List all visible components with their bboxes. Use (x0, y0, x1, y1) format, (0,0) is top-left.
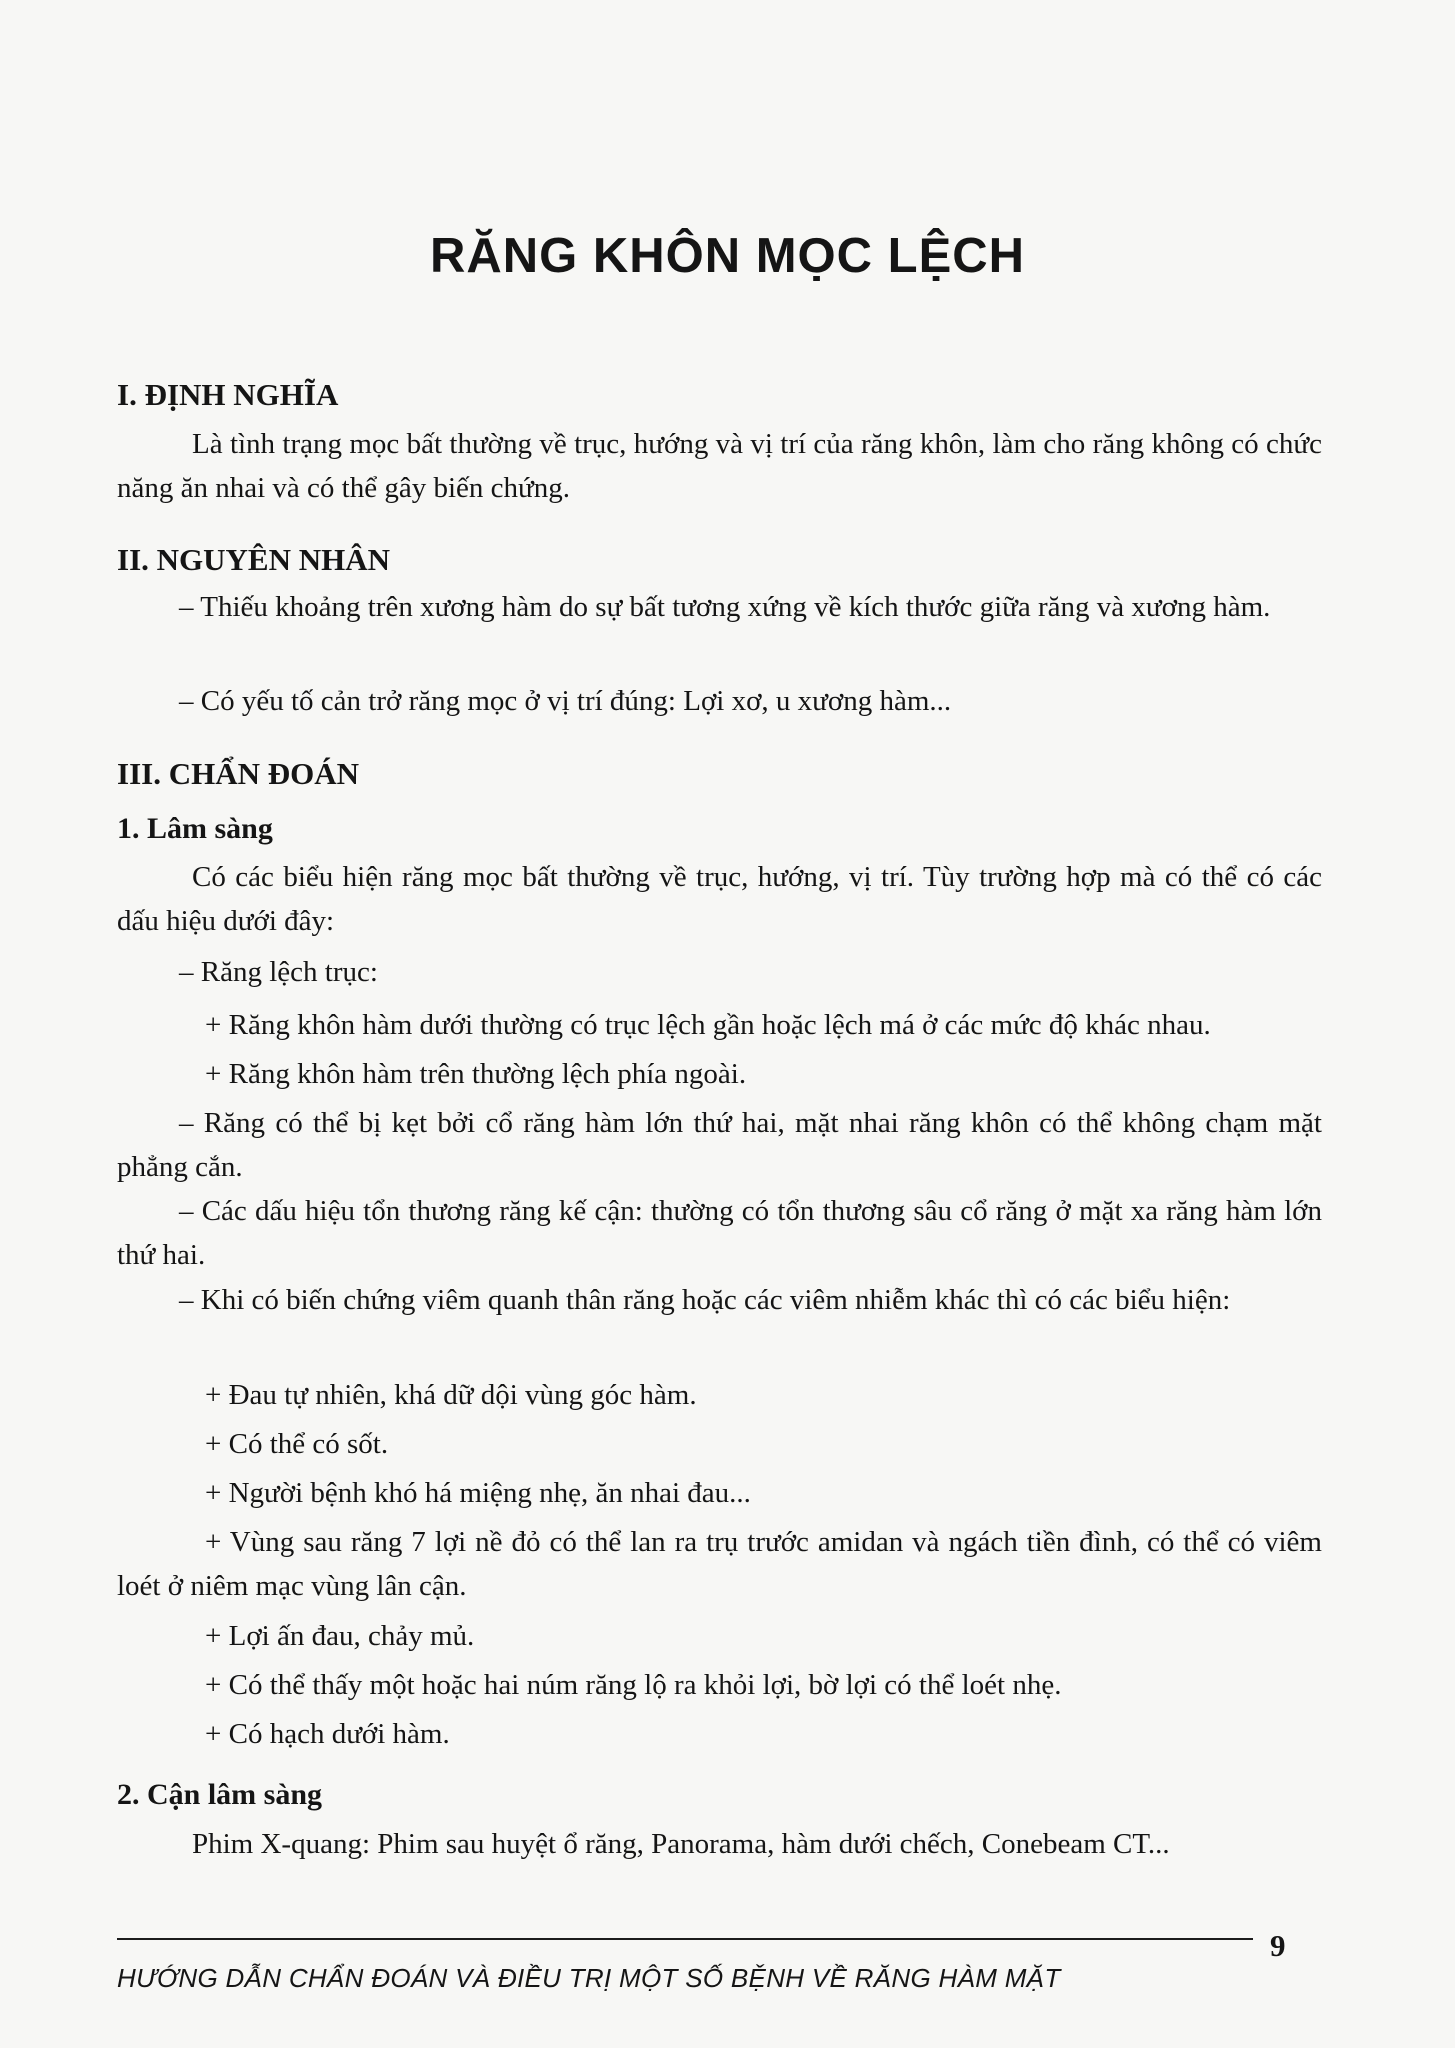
sign-impacted: – Răng có thể bị kẹt bởi cổ răng hàm lớn thứ hai, mặt nhai răng khôn có thể không chạm mặt phẳng cắn. (117, 1107, 1322, 1183)
sign-upper-wisdom: + Răng khôn hàm trên thường lệch phía ngoài. (205, 1058, 747, 1090)
cause-item-1: – Thiếu khoảng trên xương hàm do sự bất tương xứng về kích thước giữa răng và xương hàm. (179, 591, 1271, 623)
symptom-swelling: + Vùng sau răng 7 lợi nề đỏ có thể lan ra trụ trước amidan và ngách tiền đình, có thể có viêm loét ở niêm mạc vùng lân cận. (117, 1526, 1322, 1602)
cause-item-2: – Có yếu tố cản trở răng mọc ở vị trí đúng: Lợi xơ, u xương hàm... (179, 685, 952, 717)
symptom-pus: + Lợi ấn đau, chảy mủ. (205, 1620, 475, 1652)
symptom-trismus: + Người bệnh khó há miệng nhẹ, ăn nhai đau... (205, 1477, 751, 1509)
page-title: RĂNG KHÔN MỌC LỆCH (429, 229, 1026, 283)
sign-misaligned-axis: – Răng lệch trục: (179, 956, 378, 988)
footer-divider (117, 1938, 1253, 1940)
sign-adjacent-damage: – Các dấu hiệu tổn thương răng kế cận: thường có tổn thương sâu cổ răng ở mặt xa răng hàm lớn thứ hai. (117, 1195, 1322, 1271)
heading-definition: I. ĐỊNH NGHĨA (117, 377, 339, 412)
sign-complications: – Khi có biến chứng viêm quanh thân răng hoặc các viêm nhiễm khác thì có các biểu hiện: (179, 1284, 1231, 1316)
definition-paragraph: Là tình trạng mọc bất thường về trục, hướng và vị trí của răng khôn, làm cho răng không có chức năng ăn nhai và có thể gây biến chứng. (117, 428, 1322, 504)
subheading-clinical: 1. Lâm sàng (117, 812, 273, 845)
clinical-intro: Có các biểu hiện răng mọc bất thường về trục, hướng, vị trí. Tùy trường hợp mà có thể có các dấu hiệu dưới đây: (117, 861, 1322, 937)
heading-diagnosis: III. CHẨN ĐOÁN (117, 756, 359, 791)
subheading-paraclinical: 2. Cận lâm sàng (117, 1778, 323, 1811)
running-footer: HƯỚNG DẪN CHẨN ĐOÁN VÀ ĐIỀU TRỊ MỘT SỐ BỆNH VỀ RĂNG HÀM MẶT (117, 1963, 1061, 1993)
symptom-cusps: + Có thể thấy một hoặc hai núm răng lộ ra khỏi lợi, bờ lợi có thể loét nhẹ. (205, 1669, 1062, 1701)
sign-lower-wisdom: + Răng khôn hàm dưới thường có trục lệch gần hoặc lệch má ở các mức độ khác nhau. (205, 1009, 1211, 1041)
symptom-fever: + Có thể có sốt. (205, 1428, 389, 1460)
page-number: 9 (1270, 1928, 1286, 1963)
symptom-lymph: + Có hạch dưới hàm. (205, 1718, 450, 1750)
heading-causes: II. NGUYÊN NHÂN (117, 542, 390, 577)
symptom-pain: + Đau tự nhiên, khá dữ dội vùng góc hàm. (205, 1379, 697, 1411)
xray-paragraph: Phim X-quang: Phim sau huyệt ổ răng, Panorama, hàm dưới chếch, Conebeam CT... (192, 1828, 1170, 1860)
